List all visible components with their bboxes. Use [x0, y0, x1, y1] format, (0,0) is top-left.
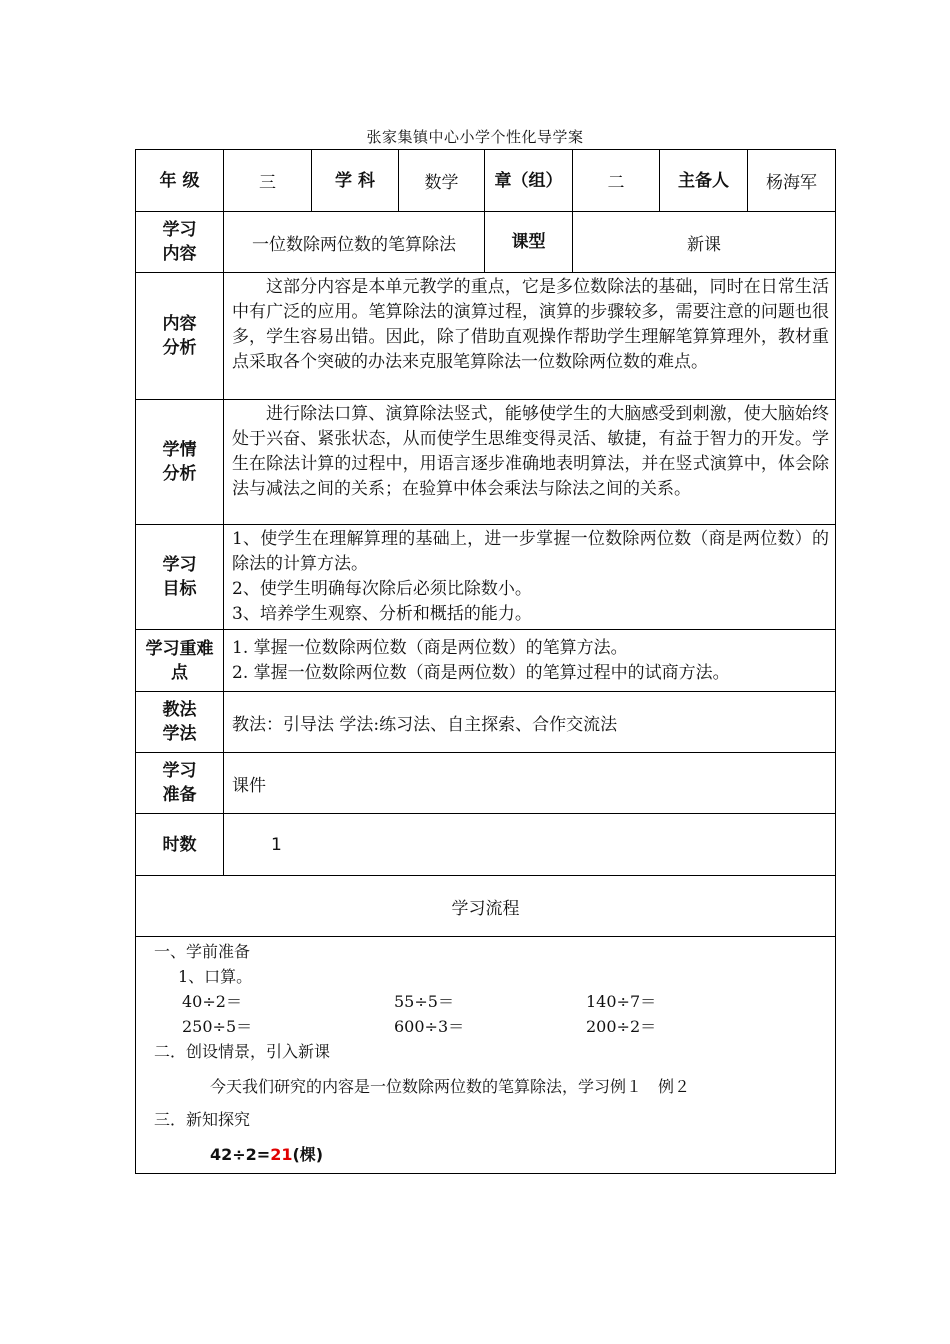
- content-value: 一位数除两位数的笔算除法: [224, 212, 485, 273]
- goals-row: [136, 525, 836, 630]
- goal-item: 2、使学生明确每次除后必须比除数小。: [232, 579, 532, 599]
- flow-content-row: [136, 937, 836, 1174]
- section-pre-study: 一、学前准备: [154, 942, 251, 961]
- preparer-label: 主备人: [660, 150, 748, 212]
- document-title: 张家集镇中心小学个性化导学案: [366, 128, 584, 146]
- subject-value: 数学: [399, 150, 485, 212]
- methods-row: [136, 692, 836, 753]
- prep-row: [136, 753, 836, 814]
- lesson-type-value: 新课: [573, 212, 836, 273]
- key-points-label: [136, 630, 224, 692]
- student-analysis-row: [136, 400, 836, 525]
- student-analysis-label-text: 学情分析: [162, 440, 197, 484]
- calc-item: 55÷5＝: [394, 992, 454, 1011]
- flow-content: [136, 937, 836, 1174]
- student-analysis-text: [224, 400, 836, 525]
- chapter-label: 章（组）: [485, 150, 573, 212]
- grade-label: 年 级: [136, 150, 224, 212]
- flow-title-row: [136, 876, 836, 937]
- goal-item: 1、使学生在理解算理的基础上，进一步掌握一位数除两位数（商是两位数）的除法的计算方法。: [232, 529, 829, 574]
- formula-expression: 42÷2=: [210, 1145, 271, 1164]
- content-analysis-row: [136, 273, 836, 400]
- content-analysis-text: [224, 273, 836, 400]
- key-points-list: [224, 630, 836, 692]
- methods-text: 教法：引导法 学法:练习法、自主探索、合作交流法: [224, 692, 836, 753]
- methods-label-text: 教法学法: [162, 700, 197, 744]
- key-point-item: 2. 掌握一位数除两位数（商是两位数）的笔算过程中的试商方法。: [232, 662, 730, 683]
- methods-label: [136, 692, 224, 753]
- header-row: [136, 150, 836, 212]
- formula-unit: (棵): [292, 1145, 324, 1164]
- prep-text: 课件: [224, 753, 836, 814]
- goals-list: [224, 525, 836, 630]
- goal-item: 3、培养学生观察、分析和概括的能力。: [232, 604, 532, 624]
- flow-title: 学习流程: [136, 876, 836, 937]
- student-analysis-label: [136, 400, 224, 525]
- lesson-type-label: 课型: [485, 212, 573, 273]
- hours-value: 1: [224, 814, 836, 876]
- prep-label: [136, 753, 224, 814]
- formula-result: 21: [270, 1145, 293, 1164]
- calc-item: 250÷5＝: [182, 1017, 253, 1036]
- content-label: [136, 212, 224, 273]
- calc-item: 40÷2＝: [182, 992, 242, 1011]
- calc-item: 200÷2＝: [586, 1017, 657, 1036]
- section-intro: 二．创设情景，引入新课: [154, 1042, 331, 1061]
- example-formula: [154, 1142, 827, 1167]
- goals-label-text: 学习目标: [162, 555, 197, 599]
- content-row: [136, 212, 836, 273]
- hours-label: 时数: [136, 814, 224, 876]
- key-points-label-text: 学习重难点: [145, 638, 214, 683]
- intro-text: 今天我们研究的内容是一位数除两位数的笔算除法，学习例１ 例２: [210, 1077, 691, 1096]
- preparer-value: 杨海军: [748, 150, 836, 212]
- key-point-item: 1. 掌握一位数除两位数（商是两位数）的笔算方法。: [232, 637, 628, 658]
- hours-row: [136, 814, 836, 876]
- key-points-row: [136, 630, 836, 692]
- oral-calc-heading: 1、口算。: [178, 967, 253, 986]
- grade-value: 三: [224, 150, 312, 212]
- subject-label: 学 科: [312, 150, 399, 212]
- content-analysis-label: [136, 273, 224, 400]
- content-label-text: 学习内容: [162, 220, 197, 264]
- goals-label: [136, 525, 224, 630]
- chapter-value: 二: [573, 150, 660, 212]
- content-analysis-paragraph: 这部分内容是本单元教学的重点，它是多位数除法的基础，同时在日常生活中有广泛的应用。笔算除法的演算过程，演算的步骤较多，需要注意的问题也很多，学生容易出错。因此，除了借助直观操作帮助学生理解笔算算理外，教材重点采取各个突破的办法来克服笔算除法一位数除两位数的难点。: [232, 277, 829, 372]
- calc-item: 140÷7＝: [586, 992, 657, 1011]
- section-explore: 三．新知探究: [154, 1110, 251, 1129]
- lesson-plan-table: [135, 149, 836, 1174]
- student-analysis-paragraph: 进行除法口算、演算除法竖式，能够使学生的大脑感受到刺激，使大脑始终处于兴奋、紧张状态，从而使学生思维变得灵活、敏捷，有益于智力的开发。学生在除法计算的过程中，用语言逐步准确地表明算法，并在竖式演算中，体会除法与减法之间的关系；在验算中体会乘法与除法之间的关系。: [232, 404, 829, 499]
- content-analysis-label-text: 内容分析: [162, 314, 197, 358]
- oral-calc-grid: [154, 989, 827, 1039]
- prep-label-text: 学习准备: [162, 761, 197, 805]
- calc-item: 600÷3＝: [394, 1017, 465, 1036]
